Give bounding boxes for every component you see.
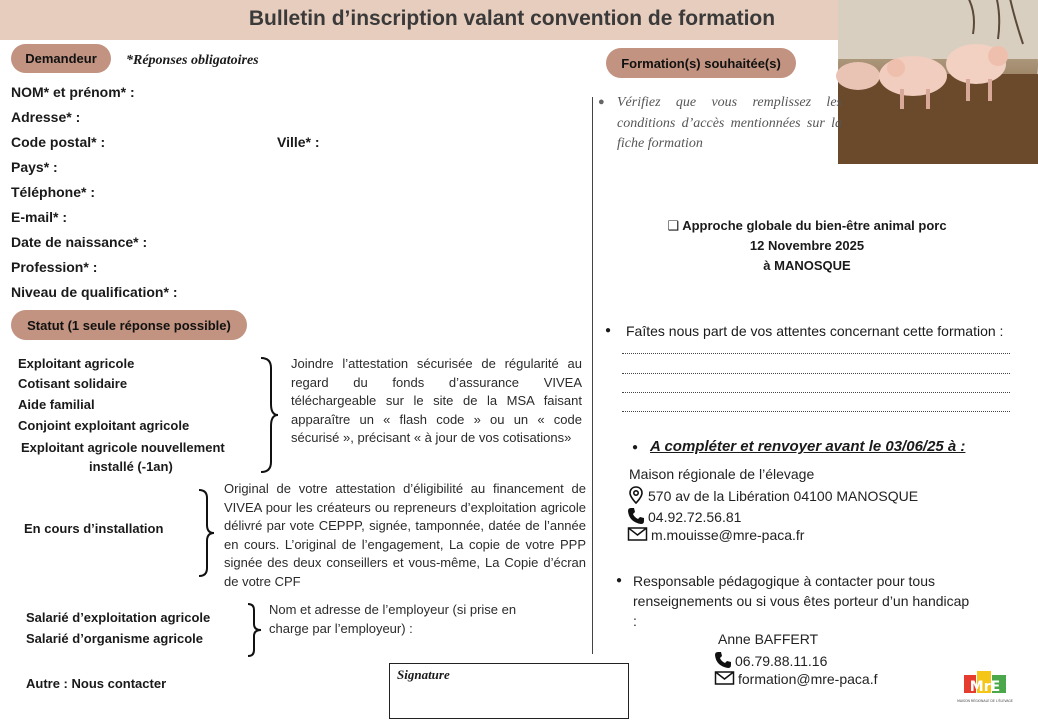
org-name: Maison régionale de l’élevage [629,466,815,482]
signature-box[interactable] [389,663,629,719]
attentes-line-4[interactable] [622,410,1010,412]
brace-icon [245,602,263,658]
note-attestation: Joindre l’attestation sécurisée de régularité au regard du fonds d’assurance VIVEA téléchargeable sur le site de la MSA faisant apparaître un « flash code » ou un « code sécurisé », précisant « à jour de vos cotisations» [291,356,582,445]
attentes-line-3[interactable] [622,391,1010,393]
statut-label: Statut (1 seule réponse possible) [11,310,247,340]
field-date-naissance: Date de naissance* : [11,234,148,250]
svg-text:MrE: MrE [969,679,1001,695]
bullet-icon: ● [598,96,605,108]
brace-icon [196,488,216,578]
contact-phone: 06.79.88.11.16 [714,651,827,669]
signature-label: Signature [397,667,450,682]
attentes-line-1[interactable] [622,352,1010,354]
bullet-icon: ● [605,325,612,336]
phone-icon [627,507,645,525]
attentes-line-2[interactable] [622,372,1010,374]
status-salarie-exploitation[interactable]: Salarié d’exploitation agricole [26,610,211,625]
status-aide-familial[interactable]: Aide familial [18,397,95,412]
info-text: Vérifiez que vous remplissez les conditions d’accès mentionnées sur la fiche formation [617,95,842,151]
column-divider [592,97,593,654]
note-installation: Original de votre attestation d’éligibilité au financement de VIVEA pour les créateurs ou repreneurs d’exploitation agricole délivré par vote CEPPP, signée, tamponnée, datée de l’année en cours. L’original de l’engagement, La copie de votre PPP signée des deux conseillers et vous-même, La Copie d’écran de votre CPF [224,481,586,589]
status-nouvellement-installe-line2: installé (-1an) [89,459,173,474]
formation-label: Formation(s) souhaitée(s) [606,48,796,78]
org-address: 570 av de la Libération 04100 MANOSQUE [627,486,918,504]
course-place: à MANOSQUE [763,258,851,273]
org-email[interactable]: m.mouisse@mre-paca.fr [627,527,804,543]
status-nouvellement-installe[interactable]: Exploitant agricole nouvellement [21,440,225,455]
contact-email[interactable]: formation@mre-paca.f [714,671,877,687]
responsable-text: Responsable pédagogique à contacter pour tous renseignements ou si vous êtes porteur d’un handicap : [633,573,970,629]
page-title: Bulletin d’inscription valant convention de formation [248,7,776,30]
phone-icon [714,651,732,669]
checkbox-icon: ❑ [667,218,680,233]
field-pays: Pays* : [11,159,58,175]
org-phone: 04.92.72.56.81 [627,507,741,525]
demandeur-label: Demandeur [11,44,111,73]
svg-text:MAISON RÉGIONALE DE L'ÉLEVAGE: MAISON RÉGIONALE DE L'ÉLEVAGE [957,699,1013,703]
deadline: A compléter et renvoyer avant le 03/06/25 à : [650,438,966,455]
brace-icon [258,356,280,474]
status-autre[interactable]: Autre : Nous contacter [26,676,167,691]
field-ville: Ville* : [277,134,320,150]
status-exploitant[interactable]: Exploitant agricole [18,356,135,371]
status-en-cours-installation[interactable]: En cours d’installation [24,521,164,536]
contact-name: Anne BAFFERT [718,631,819,647]
mail-icon [714,671,735,685]
course-date: 12 Novembre 2025 [749,238,865,253]
field-niveau-qualification: Niveau de qualification* : [11,284,178,300]
status-salarie-organisme[interactable]: Salarié d’organisme agricole [26,631,204,646]
field-code-postal: Code postal* : [11,134,106,150]
field-telephone: Téléphone* : [11,184,96,200]
bullet-icon: ● [616,575,623,586]
required-note: *Réponses obligatoires [126,53,259,68]
field-email: E-mail* : [11,209,68,225]
attentes-label: Faîtes nous part de vos attentes concernant cette formation : [626,323,1004,339]
mre-logo [957,669,1013,711]
note-employeur: Nom et adresse de l’employeur (si prise en charge par l’employeur) : [269,602,517,636]
status-conjoint[interactable]: Conjoint exploitant agricole [18,418,190,433]
pig-photo [838,0,1038,164]
field-adresse: Adresse* : [11,109,81,125]
location-pin-icon [627,486,645,504]
mail-icon [627,527,648,541]
course-title[interactable]: ❑ Approche globale du bien-être animal porc [667,218,947,233]
field-profession: Profession* : [11,259,98,275]
bullet-icon: ● [632,442,639,453]
field-nom: NOM* et prénom* : [11,84,135,100]
pig-illustration [838,0,1038,164]
logo-icon [957,669,1013,711]
status-cotisant[interactable]: Cotisant solidaire [18,376,128,391]
